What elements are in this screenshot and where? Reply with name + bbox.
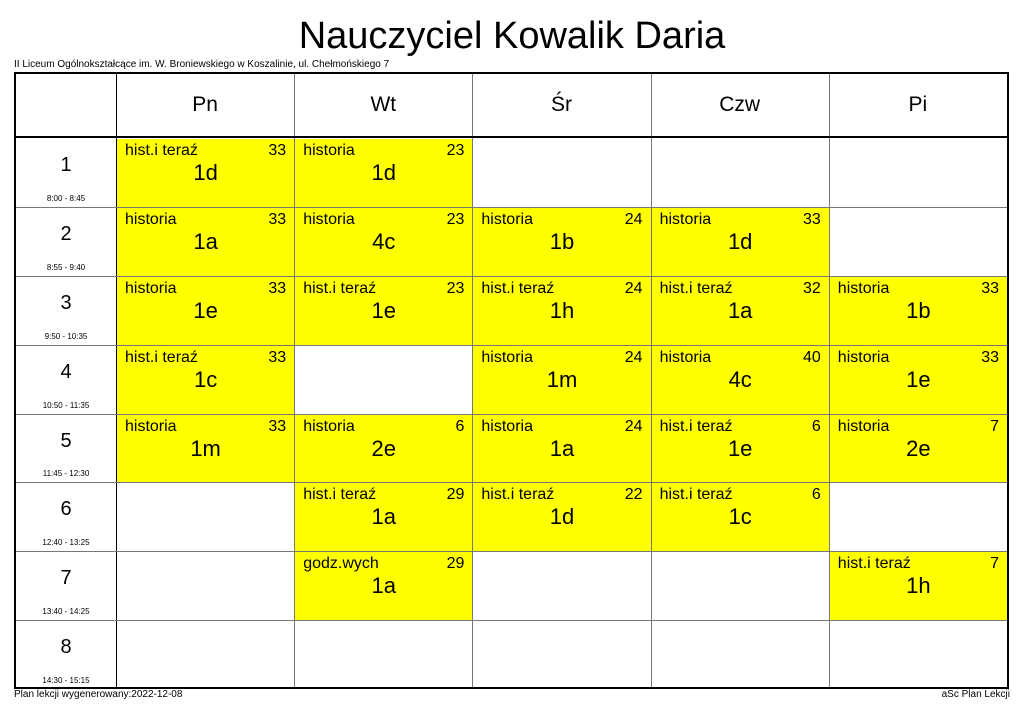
lesson-class: 1d (727, 228, 753, 254)
lesson-room: 6 (811, 417, 821, 435)
lesson-subject: historia (837, 279, 890, 297)
lesson-room: 6 (811, 486, 821, 504)
lesson-room: 33 (981, 348, 999, 366)
lesson-subject: historia (125, 210, 177, 228)
lesson-subject: historia (481, 210, 533, 228)
period-number: 8 (60, 636, 72, 659)
lesson-class: 1e (727, 435, 753, 461)
lesson-subject: historia (481, 348, 533, 366)
period-label (16, 482, 116, 551)
lesson-cell[interactable] (117, 415, 294, 483)
lesson-cell[interactable] (295, 208, 472, 276)
period-time: 8:55 - 9:40 (46, 262, 86, 272)
lesson-subject: historia (837, 417, 890, 435)
lesson-room: 23 (446, 279, 465, 297)
school-name: II Liceum Ogólnokształcące im. W. Broniewskiego w Koszalinie, ul. Chełmońskiego 7 (14, 59, 390, 70)
lesson-room: 6 (455, 417, 465, 435)
lesson-cell[interactable] (830, 277, 1007, 345)
period-label (16, 138, 116, 207)
grid-line (16, 482, 1007, 483)
lesson-class: 1m (190, 435, 221, 461)
period-time: 8:00 - 8:45 (46, 193, 86, 203)
day-header: Czw (719, 93, 761, 116)
timetable-grid (14, 72, 1009, 689)
lesson-cell[interactable] (117, 277, 294, 345)
lesson-class: 1e (193, 297, 218, 323)
grid-line (16, 207, 1007, 208)
period-number: 1 (60, 154, 72, 176)
lesson-class: 2e (371, 435, 397, 461)
lesson-subject: historia (659, 210, 712, 228)
lesson-room: 23 (446, 142, 465, 159)
lesson-cell[interactable] (652, 208, 829, 276)
lesson-class: 1d (193, 160, 218, 185)
lesson-cell[interactable] (652, 415, 829, 483)
lesson-class: 1a (193, 228, 218, 254)
lesson-room: 22 (624, 486, 643, 504)
lesson-subject: hist.i teraź (837, 555, 911, 573)
lesson-cell[interactable] (295, 552, 472, 620)
grid-line (16, 551, 1007, 552)
grid-line (116, 74, 117, 687)
lesson-cell[interactable] (473, 346, 650, 414)
period-label (16, 414, 116, 483)
lesson-room: 29 (446, 486, 465, 504)
day-header: Pn (192, 93, 218, 116)
lesson-class: 2e (906, 435, 931, 461)
period-number: 5 (60, 429, 72, 452)
lesson-class: 1h (549, 297, 575, 323)
lesson-subject: historia (481, 417, 533, 435)
lesson-room: 7 (990, 417, 999, 435)
lesson-class: 1a (371, 573, 397, 599)
lesson-class: 1m (546, 366, 578, 392)
lesson-class: 1a (371, 504, 397, 530)
lesson-class: 1b (906, 297, 931, 323)
lesson-cell[interactable] (652, 346, 829, 414)
lesson-subject: hist.i teraź (659, 279, 733, 297)
period-time: 11:45 - 12:30 (42, 469, 90, 479)
generated-date: Plan lekcji wygenerowany:2022-12-08 (14, 689, 183, 700)
lesson-cell[interactable] (117, 139, 294, 207)
lesson-class: 1c (193, 366, 218, 392)
lesson-room: 23 (446, 210, 465, 228)
period-time: 9:50 - 10:35 (44, 331, 88, 341)
lesson-class: 1h (906, 573, 931, 599)
lesson-class: 1d (371, 160, 397, 185)
lesson-subject: historia (837, 348, 890, 366)
lesson-cell[interactable] (830, 346, 1007, 414)
brand-label: aSc Plan Lekcji (941, 689, 1010, 700)
lesson-room: 33 (268, 417, 287, 435)
lesson-class: 4c (372, 228, 396, 254)
grid-line (16, 345, 1007, 346)
grid-line (16, 620, 1007, 621)
period-label (16, 207, 116, 276)
lesson-cell[interactable] (473, 483, 650, 551)
lesson-room: 24 (624, 417, 643, 435)
lesson-cell[interactable] (473, 415, 650, 483)
lesson-class: 1e (906, 366, 931, 392)
lesson-subject: historia (125, 417, 177, 435)
lesson-cell[interactable] (295, 415, 472, 483)
lesson-cell[interactable] (652, 277, 829, 345)
grid-line (829, 74, 830, 687)
day-header: Wt (370, 93, 397, 116)
period-label (16, 551, 116, 620)
page-title: Nauczyciel Kowalik Daria (298, 15, 726, 57)
header-divider (16, 136, 1007, 138)
grid-line (294, 74, 295, 687)
lesson-cell[interactable] (830, 415, 1007, 483)
period-number: 4 (60, 360, 72, 383)
day-header: Pi (908, 93, 928, 116)
lesson-room: 24 (624, 279, 643, 297)
lesson-subject: hist.i teraź (481, 279, 555, 297)
lesson-cell[interactable] (117, 346, 294, 414)
lesson-cell[interactable] (473, 208, 650, 276)
lesson-room: 32 (802, 279, 821, 297)
lesson-class: 4c (728, 366, 752, 392)
grid-line (472, 74, 473, 687)
lesson-cell[interactable] (295, 483, 472, 551)
period-time: 13:40 - 14:25 (42, 607, 90, 617)
period-label (16, 276, 116, 345)
lesson-room: 29 (446, 555, 465, 573)
lesson-subject: hist.i teraź (125, 348, 198, 366)
lesson-subject: historia (303, 142, 355, 159)
lesson-room: 7 (990, 555, 999, 573)
period-time: 14:30 - 15:15 (42, 676, 90, 685)
lesson-subject: godz.wych (303, 555, 379, 573)
lesson-subject: hist.i teraź (303, 279, 377, 297)
lesson-subject: hist.i teraź (125, 142, 198, 159)
lesson-class: 1d (549, 504, 575, 530)
lesson-room: 33 (802, 210, 821, 228)
period-time: 12:40 - 13:25 (42, 538, 90, 548)
lesson-room: 24 (624, 210, 643, 228)
lesson-subject: hist.i teraź (659, 486, 733, 504)
lesson-cell[interactable] (473, 277, 650, 345)
lesson-subject: hist.i teraź (303, 486, 377, 504)
lesson-room: 40 (802, 348, 821, 366)
period-label (16, 620, 116, 689)
period-number: 7 (60, 567, 72, 590)
period-number: 3 (60, 291, 72, 314)
grid-line (651, 74, 652, 687)
lesson-room: 33 (268, 142, 287, 159)
lesson-class: 1a (727, 297, 753, 323)
lesson-cell[interactable] (830, 552, 1007, 620)
grid-line (16, 276, 1007, 277)
lesson-cell[interactable] (295, 277, 472, 345)
period-number: 6 (60, 498, 72, 521)
lesson-class: 1e (371, 297, 397, 323)
lesson-class: 1b (549, 228, 575, 254)
lesson-class: 1c (728, 504, 752, 530)
period-number: 2 (60, 222, 72, 245)
period-label (16, 345, 116, 414)
lesson-cell[interactable] (652, 483, 829, 551)
grid-line (16, 414, 1007, 415)
lesson-subject: historia (125, 279, 177, 297)
period-time: 10:50 - 11:35 (42, 400, 90, 410)
lesson-subject: historia (303, 210, 355, 228)
lesson-class: 1a (549, 435, 575, 461)
lesson-room: 33 (268, 279, 287, 297)
lesson-subject: hist.i teraź (659, 417, 733, 435)
lesson-room: 33 (981, 279, 999, 297)
lesson-room: 24 (624, 348, 643, 366)
lesson-cell[interactable] (117, 208, 294, 276)
day-header: Śr (550, 93, 572, 116)
lesson-room: 33 (268, 210, 287, 228)
lesson-subject: historia (303, 417, 355, 435)
lesson-subject: historia (659, 348, 712, 366)
lesson-cell[interactable] (295, 139, 472, 207)
lesson-subject: hist.i teraź (481, 486, 555, 504)
lesson-room: 33 (268, 348, 287, 366)
